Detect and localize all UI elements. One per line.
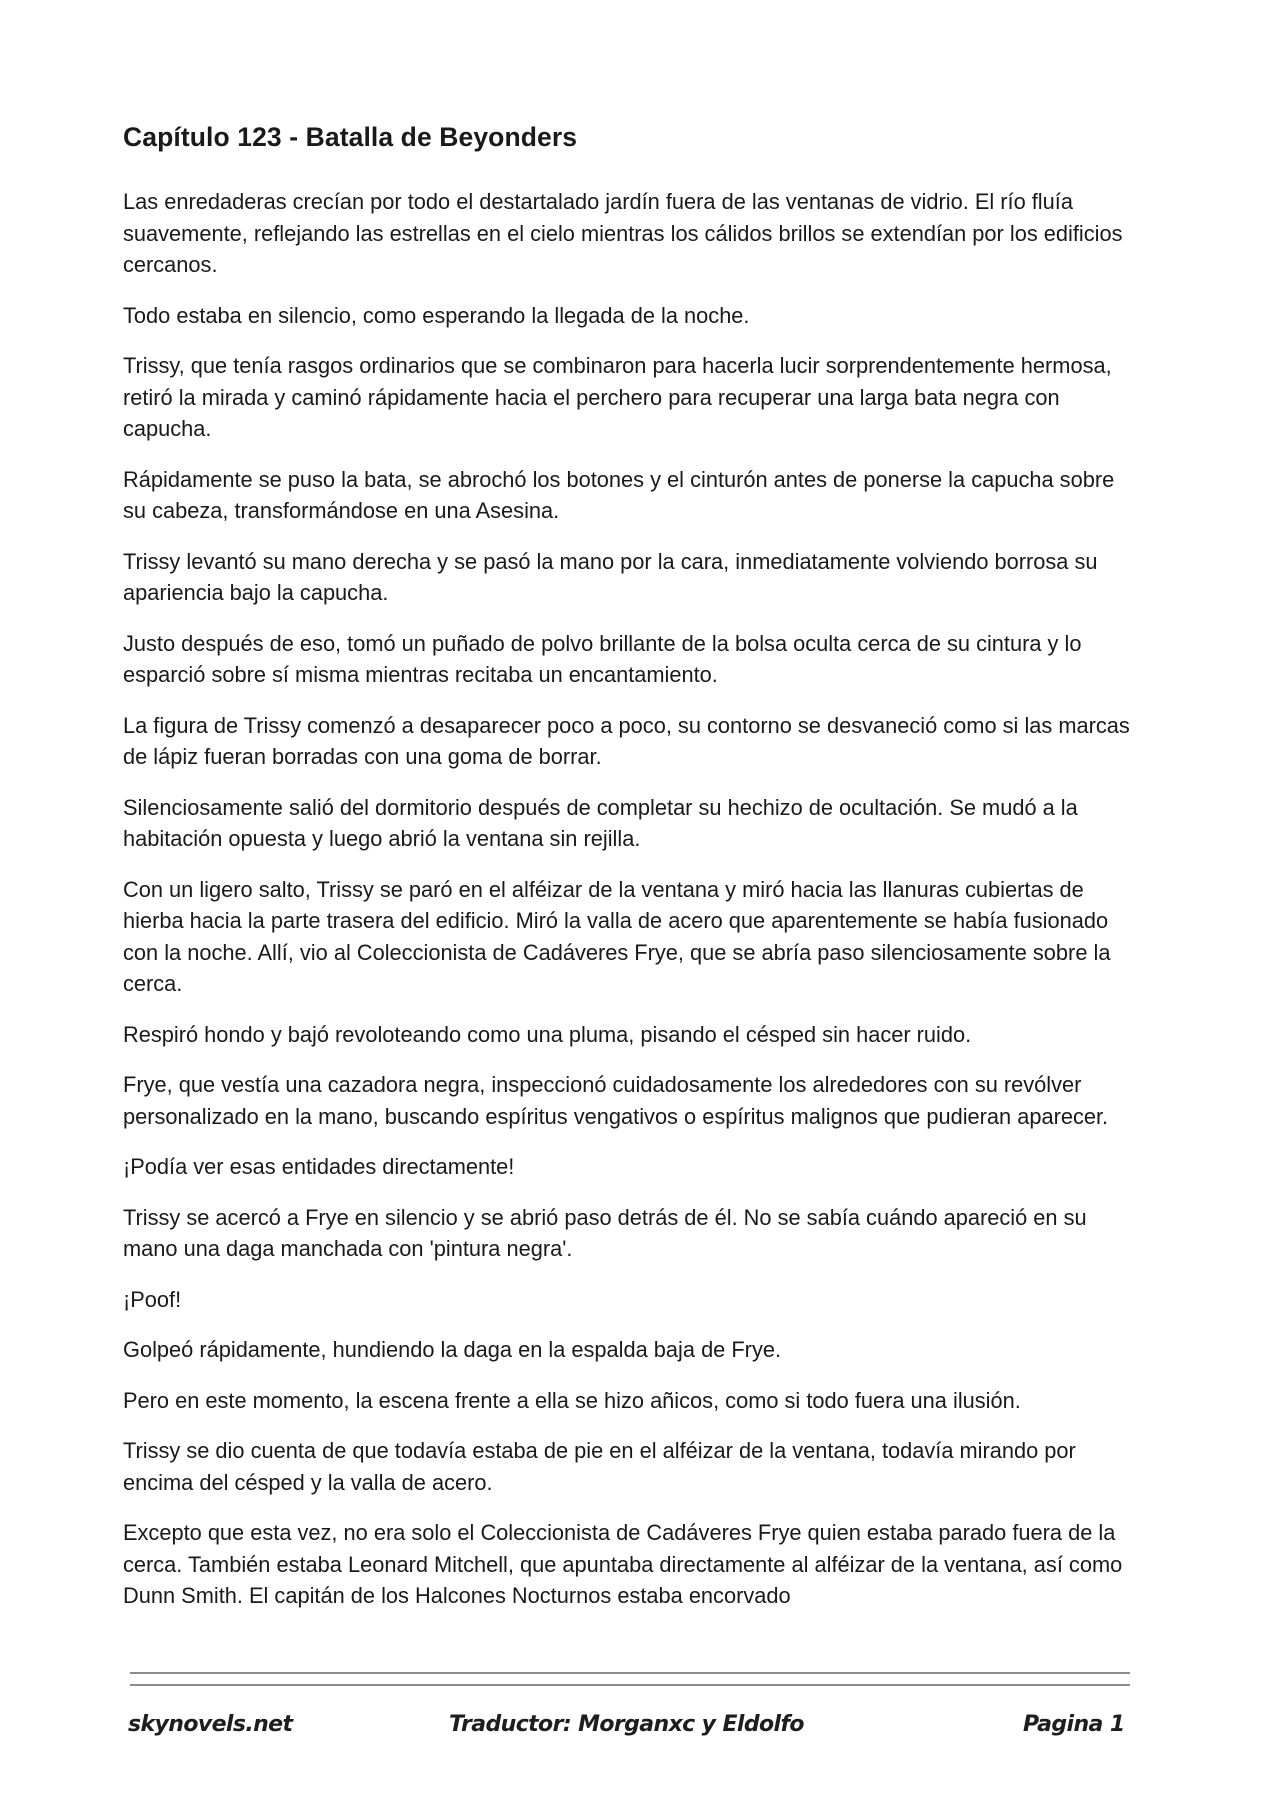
- paragraph: Trissy, que tenía rasgos ordinarios que se combinaron para hacerla lucir sorprendentemente hermosa, retiró la mirada y caminó rápidamente hacia el perchero para recuperar una larga bata negra con capucha.: [123, 353, 1112, 441]
- footer-translator: Traductor: Morganxc y Eldolfo: [449, 1712, 804, 1737]
- paragraph: Justo después de eso, tomó un puñado de polvo brillante de la bolsa oculta cerca de su cintura y lo esparció sobre sí misma mientras recitaba un encantamiento.: [123, 630, 1082, 687]
- paragraph: Trissy se acercó a Frye en silencio y se abrió paso detrás de él. No se sabía cuándo apareció en su mano una daga manchada con 'pintura negra'.: [123, 1204, 1087, 1261]
- chapter-title: Capítulo 123 - Batalla de Beyonders: [123, 122, 578, 152]
- paragraph: La figura de Trissy comenzó a desaparecer poco a poco, su contorno se desvaneció como si las marcas de lápiz fueran borradas con una goma de borrar.: [123, 712, 1130, 769]
- paragraph: Las enredaderas crecían por todo el destartalado jardín fuera de las ventanas de vidrio. El río fluía suavemente, reflejando las estrellas en el cielo mientras los cálidos brillos se extendían por los edificios cercanos.: [123, 189, 1123, 277]
- paragraph: ¡Podía ver esas entidades directamente!: [123, 1154, 515, 1179]
- footer-divider-bottom: [130, 1684, 1130, 1686]
- paragraph: Excepto que esta vez, no era solo el Coleccionista de Cadáveres Frye quien estaba parado fuera de la cerca. También estaba Leonard Mitchell, que apuntaba directamente al alféizar de la ventana, así como Dunn Smith. El capitán de los Halcones Nocturnos estaba encorvado: [123, 1520, 1123, 1608]
- paragraph: Pero en este momento, la escena frente a ella se hizo añicos, como si todo fuera una ilusión.: [123, 1387, 1021, 1413]
- paragraph: ¡Poof!: [123, 1286, 182, 1312]
- paragraph: Respiró hondo y bajó revoloteando como una pluma, pisando el césped sin hacer ruido.: [123, 1021, 972, 1047]
- footer-page-number: Pagina 1: [1023, 1712, 1125, 1737]
- paragraph: Frye, que vestía una cazadora negra, inspeccionó cuidadosamente los alrededores con su revólver personalizado en la mano, buscando espíritus vengativos o espíritus malignos que pudieran aparecer.: [123, 1072, 1109, 1129]
- paragraph: Trissy levantó su mano derecha y se pasó la mano por la cara, inmediatamente volviendo borrosa su apariencia bajo la capucha.: [123, 548, 1098, 605]
- footer-divider-top: [130, 1672, 1130, 1674]
- paragraph: Silenciosamente salió del dormitorio después de completar su hechizo de ocultación. Se mudó a la habitación opuesta y luego abrió la ventana sin rejilla.: [123, 794, 1078, 851]
- paragraph: Rápidamente se puso la bata, se abrochó los botones y el cinturón antes de ponerse la capucha sobre su cabeza, transformándose en una Asesina.: [123, 466, 1115, 523]
- chapter-body: [123, 186, 1133, 1631]
- paragraph: Trissy se dio cuenta de que todavía estaba de pie en el alféizar de la ventana, todavía mirando por encima del césped y la valla de acero.: [123, 1438, 1076, 1495]
- paragraph: Golpeó rápidamente, hundiendo la daga en la espalda baja de Frye.: [123, 1337, 782, 1362]
- page-footer: [0, 1712, 1280, 1752]
- footer-site: skynovels.net: [128, 1712, 293, 1737]
- paragraph: Todo estaba en silencio, como esperando la llegada de la noche.: [123, 302, 750, 328]
- paragraph: Con un ligero salto, Trissy se paró en el alféizar de la ventana y miró hacia las llanuras cubiertas de hierba hacia la parte trasera del edificio. Miró la valla de acero que aparentemente se había fusionado con la noche. Allí, vio al Coleccionista de Cadáveres Frye, que se abría paso silenciosamente sobre la cerca.: [123, 876, 1111, 996]
